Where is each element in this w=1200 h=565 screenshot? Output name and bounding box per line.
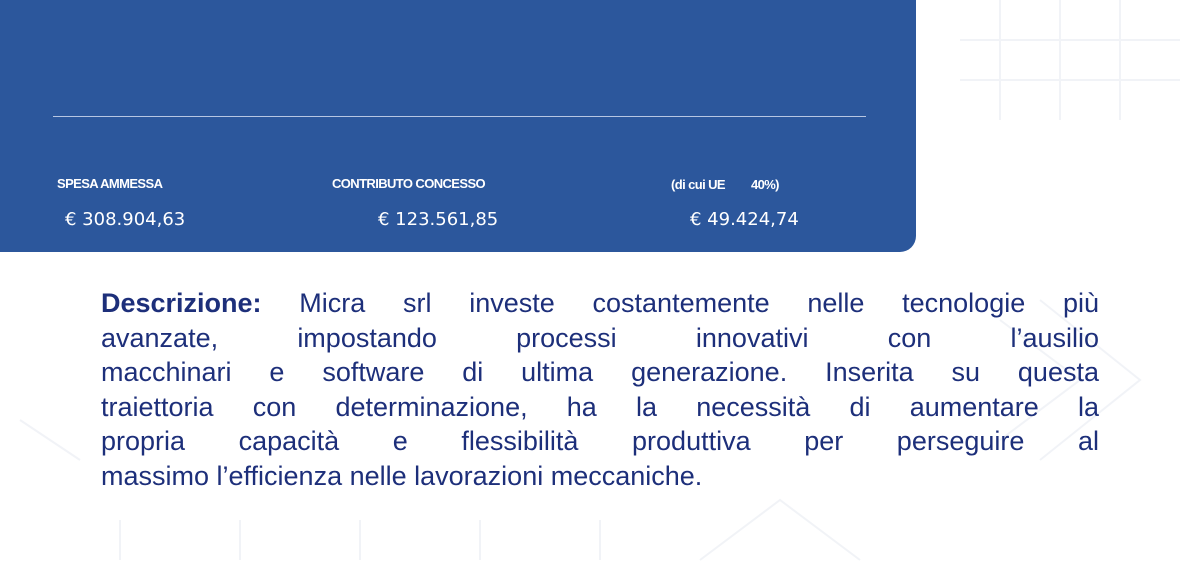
panel-divider xyxy=(53,116,866,117)
description-line-3: macchinari e software di ultima generazione. Inserita su questa xyxy=(101,357,1099,387)
description-line-5: propria capacità e flessibilità produttiva per perseguire al xyxy=(101,426,1099,456)
ue-share-value: € 49.424,74 xyxy=(690,209,799,230)
spesa-ammessa-label: SPESA AMMESSA xyxy=(57,176,163,191)
description-heading: Descrizione: xyxy=(101,288,262,318)
description-line-2: avanzate, impostando processi innovativi con l’ausilio xyxy=(101,322,1099,353)
ue-label-percent: 40%) xyxy=(750,177,779,192)
description-line-1-text: Micra srl investe costantemente nelle tecnologie più xyxy=(299,288,1099,318)
description-line-6: massimo l’efficienza nelle lavorazioni meccaniche. xyxy=(101,460,703,491)
description-line-4: traiettoria con determinazione, ha la necessità di aumentare la xyxy=(101,391,1099,422)
ue-share-label xyxy=(671,176,779,194)
description-paragraph xyxy=(101,286,1099,493)
description-line-1 xyxy=(101,286,1099,321)
funding-panel xyxy=(0,0,916,252)
contributo-concesso-label: CONTRIBUTO CONCESSO xyxy=(332,176,486,191)
spesa-ammessa-value: € 308.904,63 xyxy=(65,209,186,230)
contributo-concesso-value: € 123.561,85 xyxy=(378,209,499,230)
ue-label-prefix: (di cui UE xyxy=(671,177,725,192)
